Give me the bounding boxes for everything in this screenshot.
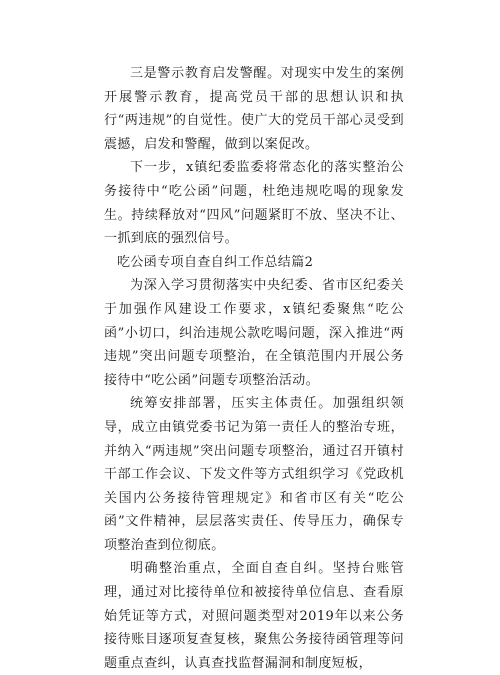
document-body bbox=[104, 62, 404, 675]
paragraph-next-steps: 下一步，x镇纪委监委将常态化的落实整治公务接待中“吃公函”问题，杜绝违规吃喝的现象发生。持续释放对“四风”问题紧盯不放、坚决不让、一抓到底的强烈信号。 bbox=[104, 160, 404, 247]
section-heading: 吃公函专项自查自纠工作总结篇2 bbox=[117, 254, 314, 270]
paragraph-introduction: 为深入学习贯彻落实中央纪委、省市区纪委关于加强作风建设工作要求，x镇纪委聚焦“吃公函”小切口，纠治违规公款吃喝问题，深入推进“两违规”突出问题专项整治，在全镇范围内开展公务接待中“吃公函”问题专项整治活动。 bbox=[104, 278, 404, 388]
paragraph-warning-education: 三是警示教育启发警醒。对现实中发生的案例开展警示教育，提高党员干部的思想认识和执行“两违规”的自觉性。使广大的党员干部心灵受到震撼，启发和警醒，做到以案促改。 bbox=[104, 66, 404, 152]
paragraph-deployment: 统筹安排部署，压实主体责任。加强组织领导，成立由镇党委书记为第一责任人的整治专班，并纳入“两违规”突出问题专项整治，通过召开镇村干部工作会议、下发文件等方式组织学习《党政机关国内公务接待管理规定》和省市区有关“吃公函”文件精神，层层落实责任、传导压力，确保专项整治查到位彻底。 bbox=[104, 396, 404, 553]
paragraph-self-inspection: 明确整治重点，全面自查自纠。坚持台账管理，通过对比接待单位和被接待单位信息、查看原始凭证等方式，对照问题类型对2019年以来公务接待账目逐项复查复核，聚焦公务接待函管理等问题重点查纠，认真查找监督漏洞和制度短板， bbox=[104, 561, 404, 671]
